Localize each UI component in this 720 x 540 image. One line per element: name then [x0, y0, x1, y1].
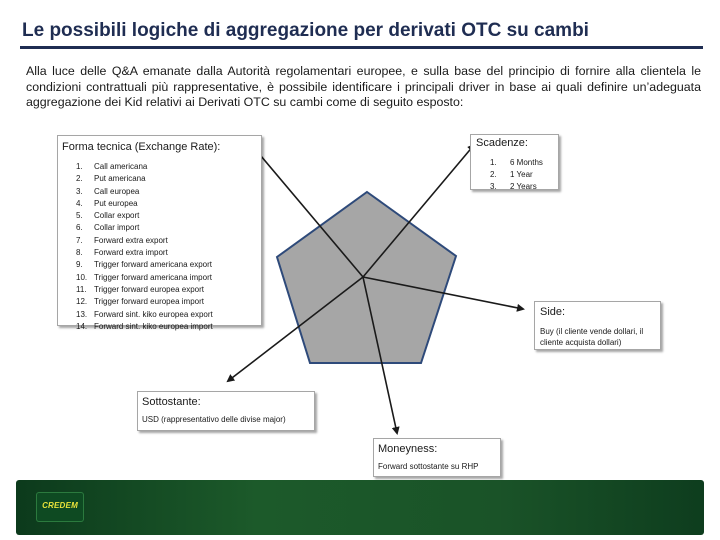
- list-item: 7. Forward extra export: [76, 235, 168, 245]
- logo-text: CREDEM: [42, 501, 78, 510]
- list-item: 3. Call europea: [76, 186, 140, 196]
- forma-tecnica-list: [62, 161, 257, 333]
- list-item: 3. 2 Years: [490, 182, 537, 191]
- list-item: 2. 1 Year: [490, 170, 533, 179]
- list-item: 4. Put europea: [76, 198, 138, 208]
- scadenze-list: [476, 157, 553, 193]
- moneyness-text: Forward sottostante su RHP: [378, 462, 479, 471]
- moneyness-box: [373, 438, 501, 477]
- list-item: 10. Trigger forward americana import: [76, 272, 212, 282]
- list-item: 1. 6 Months: [490, 158, 543, 167]
- sottostante-box: [137, 391, 315, 431]
- side-box: [534, 301, 661, 350]
- sottostante-title: Sottostante:: [142, 396, 201, 408]
- list-item: 1. Call americana: [76, 162, 148, 171]
- list-item: 5. Collar export: [76, 211, 140, 221]
- list-item: 6. Collar import: [76, 223, 140, 233]
- list-item: 9. Trigger forward americana export: [76, 260, 212, 270]
- sottostante-text: USD (rappresentativo delle divise major): [142, 415, 286, 424]
- footer-band: [16, 480, 704, 535]
- forma-tecnica-title: Forma tecnica (Exchange Rate):: [62, 141, 221, 153]
- list-item: 2. Put americana: [76, 174, 146, 184]
- moneyness-title: Moneyness:: [378, 443, 438, 455]
- side-text: Buy (il cliente vende dollari, il cliente acquista dollari): [540, 327, 644, 347]
- intro-paragraph: Alla luce delle Q&A emanate dalla Autorità regolamentari europee, e sulla base del principio di fornire alla clientela le condizioni contrattuali più rappresentative, è possibile identificare i principali driver in base ai quali definire un’adeguata aggregazione dei Kid relativi ai Derivati OTC su cambi come di seguito esposto:: [26, 64, 701, 109]
- list-item: 11. Trigger forward europea export: [76, 284, 204, 294]
- side-title: Side:: [540, 306, 566, 318]
- forma-tecnica-box: [57, 135, 262, 331]
- list-item: 12. Trigger forward europea import: [76, 297, 204, 307]
- list-item: 13. Forward sint. kiko europea export: [76, 309, 213, 319]
- list-item: 8. Forward extra import: [76, 248, 168, 258]
- scadenze-title: Scadenze:: [476, 137, 528, 149]
- credem-logo: [36, 492, 84, 522]
- list-item: 14. Forward sint. kiko europea import: [76, 321, 213, 331]
- slide-title: Le possibili logiche di aggregazione per derivati OTC su cambi: [22, 20, 589, 41]
- scadenze-box: [470, 134, 559, 190]
